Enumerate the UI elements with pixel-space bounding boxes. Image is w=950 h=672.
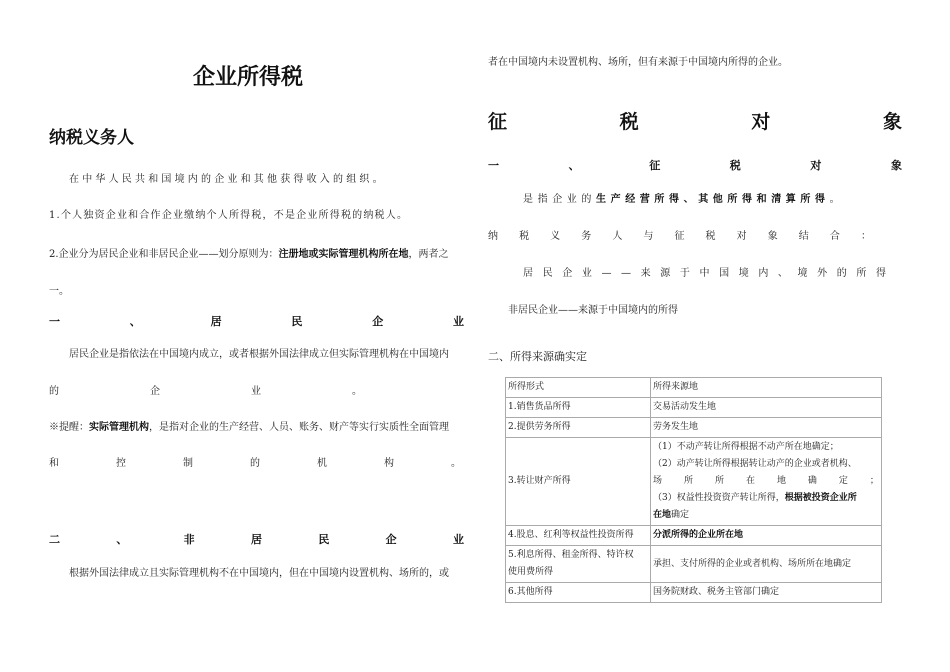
text-char: 居: [523, 268, 533, 279]
resident-enterprise-heading: [49, 313, 464, 329]
tax-object-heading: [488, 107, 902, 134]
heading-char: 、: [568, 159, 580, 172]
table-cell: 3.转让财产所得: [506, 438, 651, 526]
nonresident-definition: 根据外国法律成立且实际管理机构不在中国境内，但在中国境内设置机构、场所的，或: [69, 568, 449, 579]
heading-char: 民: [291, 315, 303, 328]
heading-char: 业: [452, 533, 464, 546]
point-2-text-b: ，两者之: [408, 249, 449, 260]
text-char: 税: [519, 231, 530, 242]
text-char: 构: [384, 458, 394, 469]
cell-line: （1）不动产转让所得根据不动产所在地确定；: [653, 442, 839, 452]
text-char: 所: [856, 268, 867, 279]
table-cell: [651, 438, 882, 526]
heading-char: 二: [49, 533, 60, 546]
heading-char: 征: [649, 159, 661, 172]
text-char: 中: [699, 268, 710, 279]
income-source-heading: 二、所得来源确实定: [488, 350, 587, 363]
text-char: 义: [550, 231, 561, 242]
reminder-note: [49, 421, 449, 435]
text-char: 的: [836, 268, 847, 279]
tax-object-text-a: 是指企业的: [523, 194, 596, 205]
text-char: 。: [451, 458, 461, 469]
text-char: 的: [250, 458, 260, 469]
table-header-cell: 所得形式: [506, 378, 651, 398]
text-char: ：: [860, 231, 871, 242]
heading-char: 对: [751, 111, 771, 133]
tax-object-subheading: [488, 157, 902, 173]
text-char: 人: [612, 231, 623, 242]
point-2-text-a: 2.企业分为居民企业和非居民企业——划分原则为：: [49, 249, 279, 260]
text-char: 税: [705, 231, 716, 242]
heading-char: 居: [210, 315, 222, 328]
heading-char: 税: [619, 111, 639, 133]
table-cell: 1.销售货品所得: [506, 398, 651, 418]
tax-object-definition: [523, 193, 844, 207]
text-char: 所: [714, 476, 724, 486]
cell-bold-text: 在地: [653, 510, 672, 520]
heading-char: 业: [452, 315, 464, 328]
table-row: [506, 418, 882, 438]
page-title: 企业所得税: [193, 65, 304, 90]
cell-bold-text: 分派所得的企业所在地: [653, 530, 744, 540]
table-cell: 劳务发生地: [651, 418, 882, 438]
heading-char: 、: [116, 533, 128, 546]
text-char: 确: [807, 476, 817, 486]
cell-bold-text: 根据被投资企业所: [784, 493, 857, 503]
text-char: 企: [562, 268, 573, 279]
table-cell: 国务院财政、税务主管部门确定: [651, 583, 882, 603]
tax-object-text-b: 。: [829, 194, 845, 205]
heading-char: 一: [49, 315, 60, 328]
nonresident-income-line: 非居民企业——来源于中国境内的所得: [508, 305, 678, 316]
nonresident-definition-cont: 者在中国境内未设置机构、场所，但有来源于中国境内所得的企业。: [488, 57, 788, 68]
cell-line: 5.利息所得、租金所得、特许权: [508, 550, 634, 560]
reminder-prefix: ※提醒：: [49, 422, 89, 433]
point-1: 1.个人独资企业和合作企业缴纳个人所得税，不是企业所得税的纳税人。: [49, 210, 409, 221]
text-char: 和: [49, 458, 59, 469]
table-header-cell: 所得来源地: [651, 378, 882, 398]
cell-text: （3）权益性投资资产转让所得，: [653, 493, 785, 503]
text-char: 。: [352, 386, 362, 397]
cell-line: 使用费所得: [508, 567, 554, 577]
table-row: [506, 546, 882, 583]
cell-line: （2）动产转让所得根据转让动产的企业或者机构、: [653, 459, 857, 469]
text-char: 象: [767, 231, 778, 242]
text-char: 、: [777, 268, 788, 279]
text-char: 于: [679, 268, 690, 279]
point-2: [49, 248, 449, 262]
table-row: [506, 398, 882, 418]
point-2-cont: 一。: [49, 286, 69, 297]
text-char: 所: [683, 476, 693, 486]
text-char: 在: [745, 476, 755, 486]
resident-definition-cont: [49, 385, 362, 399]
table-row: [506, 526, 882, 546]
text-char: 征: [674, 231, 685, 242]
heading-char: 民: [318, 533, 330, 546]
table-cell: 承担、支付所得的企业或者机构、场所所在地确定: [651, 546, 882, 583]
text-char: 场: [653, 476, 663, 486]
table-cell: 2.提供劳务所得: [506, 418, 651, 438]
table-row: [506, 583, 882, 603]
cell-line: [653, 490, 879, 507]
heading-char: 非: [183, 533, 195, 546]
text-char: 对: [736, 231, 747, 242]
heading-char: 对: [810, 159, 822, 172]
heading-char: 、: [129, 315, 141, 328]
income-source-table: [505, 377, 882, 603]
heading-char: 象: [882, 111, 902, 133]
text-char: 业: [581, 268, 592, 279]
text-char: 结: [798, 231, 809, 242]
heading-char: 一: [488, 159, 499, 172]
resident-income-line: [523, 267, 886, 281]
heading-char: 税: [729, 159, 741, 172]
text-char: 业: [251, 386, 261, 397]
table-cell: [506, 546, 651, 583]
cell-line: [653, 507, 879, 524]
section-heading-taxpayer: 纳税义务人: [49, 128, 134, 148]
text-char: 定: [838, 476, 848, 486]
tax-object-bold: 生产经营所得、其他所得和清算所得: [596, 194, 830, 205]
table-cell: 6.其他所得: [506, 583, 651, 603]
nonresident-enterprise-heading: [49, 531, 464, 547]
text-char: ；: [869, 476, 879, 486]
text-char: 内: [758, 268, 769, 279]
text-char: 合: [829, 231, 840, 242]
text-char: 来: [640, 268, 651, 279]
combine-line: [488, 230, 871, 244]
reminder-text: ，是指对企业的生产经营、人员、账务、财产等实行实质性全面管理: [149, 422, 449, 433]
text-char: 源: [660, 268, 671, 279]
heading-char: 企: [372, 315, 384, 328]
text-char: 境: [738, 268, 749, 279]
text-char: 制: [183, 458, 193, 469]
text-char: 境: [797, 268, 808, 279]
heading-char: 象: [890, 159, 902, 172]
text-char: 与: [643, 231, 654, 242]
text-char: 务: [581, 231, 592, 242]
resident-definition: 居民企业是指依法在中国境内成立，或者根据外国法律成立但实际管理机构在中国境内: [69, 349, 449, 360]
point-2-bold: 注册地或实际管理机构所在地: [278, 249, 409, 260]
text-char: 企: [150, 386, 160, 397]
text-char: 地: [776, 476, 786, 486]
table-cell: 交易活动发生地: [651, 398, 882, 418]
text-char: 机: [317, 458, 327, 469]
text-char: 民: [542, 268, 553, 279]
reminder-note-cont: [49, 457, 461, 471]
table-cell: 4.股息、红利等权益性投资所得: [506, 526, 651, 546]
reminder-bold: 实际管理机构: [89, 422, 149, 433]
text-char: —: [601, 268, 612, 279]
table-row: [506, 438, 882, 526]
intro-text: 在中华人民共和国境内的企业和其他获得收入的组织。: [69, 174, 386, 185]
table-cell: [651, 526, 882, 546]
heading-char: 征: [488, 111, 508, 133]
text-char: 国: [719, 268, 730, 279]
text-char: 纳: [488, 231, 498, 242]
text-char: —: [621, 268, 632, 279]
table-header-row: [506, 378, 882, 398]
text-char: 得: [875, 268, 886, 279]
text-char: 控: [116, 458, 126, 469]
cell-text: 确定: [671, 510, 690, 520]
heading-char: 企: [385, 533, 397, 546]
text-char: 外: [817, 268, 828, 279]
heading-char: 居: [250, 533, 262, 546]
text-char: 的: [49, 386, 59, 397]
cell-line: [653, 473, 879, 490]
